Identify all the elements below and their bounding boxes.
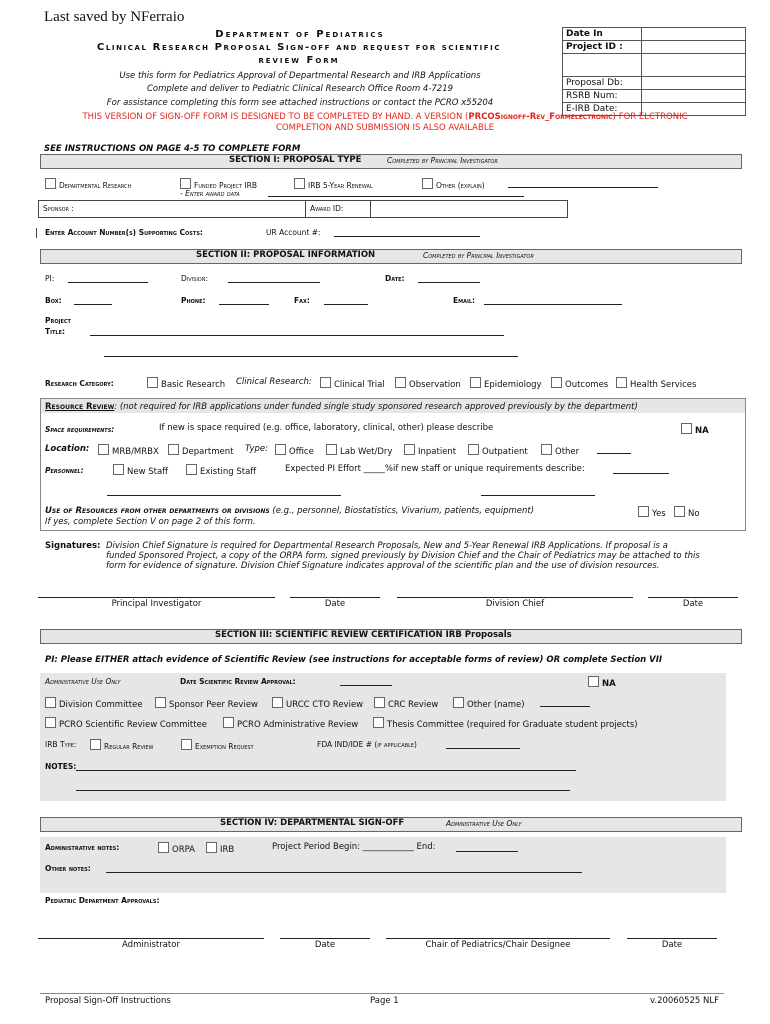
if-yes-note: If yes, complete Section V on page 2 of this form. [45,517,256,527]
award-id-label: Award ID: [310,204,344,213]
date-approval-label: Date Scientific Review Approval: [180,677,296,686]
signatures-text-2: funded Sponsored Project, a copy of the ORPA form, signed previously by Division Chief and the Chair of Pediatrics may be attached to this [106,551,700,561]
date-label: Date: [385,274,405,283]
thesis-committee-option[interactable]: Thesis Committee (required for Graduate student projects) [373,717,638,730]
form-title-line2: review Form [258,55,340,66]
email-label: Email: [453,296,476,305]
sponsor-peer-option[interactable]: Sponsor Peer Review [155,697,258,710]
checkbox[interactable] [395,377,406,388]
section-4-subtitle: Administrative Use Only [446,819,522,828]
rsrb-num-field[interactable] [642,90,746,103]
checkbox[interactable] [158,842,169,853]
instruction-line-2: Complete and deliver to Pediatric Clinical Research Office Room 4-7219 [146,84,454,94]
account-numbers-label: Enter Account Number(s) Supporting Costs: [45,228,203,237]
form-title-line1: Clinical Research Proposal Sign-off and request for scientific [96,42,502,53]
fax-label: Fax: [294,296,310,305]
pi-signature-caption: Principal Investigator [111,599,202,609]
checkbox[interactable] [326,444,337,455]
health-services-option[interactable]: Health Services [616,377,696,390]
clinical-trial-option[interactable]: Clinical Trial [320,377,385,390]
instruction-line-3: For assistance completing this form see attached instructions or contact the PCRO x55204 [106,98,494,108]
personnel-label: Personnel: [45,466,84,475]
administrator-signature-line[interactable] [38,938,264,939]
footer-left: Proposal Sign-Off Instructions [45,996,171,1006]
section-3-title: SECTION III: SCIENTIFIC REVIEW CERTIFICATION IRB Proposals [215,630,512,640]
checkbox[interactable] [113,464,124,475]
resource-review-title: Resource Review: (not required for IRB applications under funded single study sponsored research approved previously by the department) [45,402,638,412]
sponsor-award-box [38,200,568,218]
observation-option[interactable]: Observation [395,377,461,390]
pcro-admin-option[interactable]: PCRO Administrative Review [223,717,358,730]
phone-field[interactable] [219,304,269,305]
section-3-na-option[interactable]: NA [588,676,616,689]
checkbox[interactable] [155,697,166,708]
chief-signature-line[interactable] [397,597,633,598]
checkbox[interactable] [168,444,179,455]
checkbox[interactable] [616,377,627,388]
other-name-option[interactable]: Other (name) [453,697,525,710]
pi-label: PI: [45,274,55,283]
use-of-resources-text: Use of Resources from other departments or divisions (e.g., personnel, Biostatistics, Vivarium, patients, equipment) [45,506,535,516]
other-notes-line[interactable] [106,872,582,873]
administrator-caption: Administrator [122,940,180,950]
checkbox[interactable] [272,697,283,708]
date-field[interactable] [418,282,480,283]
administrator-date-caption: Date [314,940,336,950]
checkbox[interactable] [404,444,415,455]
checkbox[interactable] [374,697,385,708]
checkbox[interactable] [98,444,109,455]
margin-marker [36,228,37,238]
resources-no-option[interactable]: No [674,506,700,519]
section-2-title: SECTION II: PROPOSAL INFORMATION [196,250,376,260]
section-2-subtitle: Completed by Principal Investigator [423,251,534,260]
section-3-pi-instruction: PI: Please EITHER attach evidence of Scientific Review (see instructions for acceptable forms of review) OR complete Section VII [45,655,663,665]
pi-field[interactable] [68,282,148,283]
location-label: Location: [45,444,90,454]
rsrb-num-label: RSRB Num: [563,90,642,103]
footer-page-number: Page 1 [370,996,399,1006]
project-id-field[interactable] [642,41,746,54]
checkbox[interactable] [422,178,433,189]
other-explain-line[interactable] [508,187,658,188]
epidemiology-option[interactable]: Epidemiology [470,377,542,390]
checkbox[interactable] [206,842,217,853]
admin-notes-label: Administrative notes: [45,843,120,852]
checkbox[interactable] [320,377,331,388]
tracking-info-box [562,27,746,116]
department-heading: Department of Pediatrics [215,29,385,40]
ur-account-line[interactable] [334,236,480,237]
division-committee-option[interactable]: Division Committee [45,697,143,710]
space-requirements-label: Space requirements: [45,425,115,434]
location-other-line[interactable] [597,453,631,454]
project-label: Project [45,316,71,325]
section-4-bar [40,817,742,832]
type-label: Type: [245,444,268,454]
checkbox[interactable] [223,717,234,728]
signatures-label: Signatures: [45,541,101,551]
fda-label: FDA IND/IDE # (if applicable) [317,740,417,749]
pi-effort-text: Expected PI Effort _____%if new staff or unique requirements describe: [285,464,585,474]
section-4-title: SECTION IV: DEPARTMENTAL SIGN-OFF [220,818,405,828]
checkbox[interactable] [453,697,464,708]
section-3-admin-area [40,673,726,801]
instruction-line-1: Use this form for Pediatrics Approval of Departmental Research and IRB Applications [119,71,481,81]
section-3-bar [40,629,742,644]
other-name-line[interactable] [540,706,590,707]
notes-line-1[interactable] [76,770,576,771]
eirb-date-label: E-IRB Date: [563,103,642,116]
space-na-option[interactable]: NA [681,423,709,436]
crc-option[interactable]: CRC Review [374,697,438,710]
research-category-label: Research Category: [45,379,114,388]
office-option[interactable]: Office [275,444,314,457]
section-1-bar [40,154,742,169]
section-2-bar [40,249,742,264]
other-notes-label: Other notes: [45,864,91,873]
signatures-text-1: Division Chief Signature is required for Departmental Research Proposals, New and 5-Year Renewal IRB Applications. If proposal is a [106,541,668,551]
checkbox[interactable] [147,377,158,388]
email-field[interactable] [484,304,622,305]
effort-describe-line[interactable] [613,473,669,474]
outcomes-option[interactable]: Outcomes [551,377,608,390]
project-id-label: Project ID : [563,41,642,54]
chief-signature-caption: Division Chief [485,599,545,609]
pi-signature-line[interactable] [38,597,275,598]
personnel-describe-line-2[interactable] [481,495,595,496]
sponsor-label: Sponsor : [43,204,74,213]
proposal-db-field[interactable] [642,77,746,90]
checkbox[interactable] [275,444,286,455]
mrb-option[interactable]: MRB/MRBX [98,444,159,457]
checkbox[interactable] [541,444,552,455]
notes-line-2[interactable] [76,790,570,791]
irb-renewal-option[interactable]: IRB 5-Year Renewal [294,178,373,190]
checkbox[interactable] [45,697,56,708]
notes-label: NOTES: [45,762,77,771]
checkbox[interactable] [90,739,101,750]
checkbox[interactable] [638,506,649,517]
box-label: Box: [45,296,62,305]
department-option[interactable]: Department [168,444,233,457]
checkbox[interactable] [45,717,56,728]
departmental-research-option[interactable]: Departmental Research [45,178,131,190]
chief-date-caption: Date [682,599,704,609]
blank-field [642,54,746,77]
checkbox[interactable] [180,178,191,189]
title-label: Title: [45,327,65,336]
regular-review-option[interactable]: Regular Review [90,739,153,751]
footer-rule [40,993,724,994]
checkbox[interactable] [551,377,562,388]
checkbox[interactable] [468,444,479,455]
phone-label: Phone: [181,296,206,305]
funded-note: - Enter award data [180,189,240,198]
checkbox[interactable] [681,423,692,434]
footer-version: v.20060525 NLF [650,996,720,1006]
location-other-option[interactable]: Other [541,444,579,457]
proposal-db-label: Proposal Db: [563,77,642,90]
section-1-title: SECTION I: PROPOSAL TYPE [229,155,362,165]
box-field[interactable] [74,304,112,305]
resources-yes-option[interactable]: Yes [638,506,666,519]
ur-account-label: UR Account #: [266,228,321,237]
department-approvals-label: Pediatric Department Approvals: [45,896,160,905]
checkbox[interactable] [373,717,384,728]
signatures-text-3: form for evidence of signature. Division Chief Signature indicates approval of the scientific plan and the use of division resources. [106,561,660,571]
existing-staff-option[interactable]: Existing Staff [186,464,256,477]
fax-field[interactable] [324,304,368,305]
administrator-date-line[interactable] [280,938,370,939]
checkbox[interactable] [674,506,685,517]
basic-research-option[interactable]: Basic Research [147,377,225,390]
date-approval-line[interactable] [340,685,392,686]
award-data-line [268,196,524,197]
admin-use-label: Administrative Use Only [45,677,121,686]
irb-option[interactable]: IRB [206,842,234,855]
resource-review-box [40,398,746,531]
award-id-cell [305,201,371,217]
exemption-request-option[interactable]: Exemption Request [181,739,254,751]
clinical-research-label: Clinical Research: [236,377,312,387]
checkbox[interactable] [45,178,56,189]
date-in-label: Date In [563,28,642,41]
division-field[interactable] [228,282,320,283]
chair-caption: Chair of Pediatrics/Chair Designee [425,940,571,950]
chair-date-line[interactable] [627,938,717,939]
section-1-subtitle: Completed by Principal Investigator [387,156,498,165]
checkbox[interactable] [181,739,192,750]
pi-date-caption: Date [324,599,346,609]
orpa-option[interactable]: ORPA [158,842,195,855]
blank-cell [563,54,642,77]
chair-signature-line[interactable] [386,938,610,939]
outpatient-option[interactable]: Outpatient [468,444,528,457]
checkbox[interactable] [470,377,481,388]
project-title-line-2[interactable] [104,356,518,357]
funded-project-option[interactable]: Funded Project IRB [180,178,257,190]
last-saved-note: Last saved by NFerraio [44,9,185,25]
new-staff-option[interactable]: New Staff [113,464,168,477]
space-requirements-text: If new is space required (e.g. office, laboratory, clinical, other) please describe [159,423,494,433]
checkbox[interactable] [588,676,599,687]
urcc-option[interactable]: URCC CTO Review [272,697,363,710]
inpatient-option[interactable]: Inpatient [404,444,456,457]
fda-line[interactable] [446,748,520,749]
project-title-line-1[interactable] [90,335,504,336]
other-option[interactable]: Other (explain) [422,178,485,190]
checkbox[interactable] [186,464,197,475]
checkbox[interactable] [294,178,305,189]
date-in-field[interactable] [642,28,746,41]
irb-type-label: IRB Type: [45,740,77,749]
pcro-scientific-option[interactable]: PCRO Scientific Review Committee [45,717,207,730]
chair-date-caption: Date [661,940,683,950]
lab-option[interactable]: Lab Wet/Dry [326,444,392,457]
personnel-describe-line-1[interactable] [107,495,341,496]
red-notice-line1: THIS VERSION OF SIGN-OFF FORM IS DESIGNED TO BE COMPLETED BY HAND. A VERSION (PRCOSignoff-Rev_Formelectronic) FOR ELCTRONIC [82,112,688,122]
red-notice-line2: COMPLETION AND SUBMISSION IS ALSO AVAILABLE [276,123,494,133]
division-label: Division: [181,274,208,283]
project-period-label: Project Period Begin: ____________ End: [272,842,436,852]
pi-date-line[interactable] [290,597,380,598]
project-end-line[interactable] [456,851,518,852]
see-instructions-note: SEE INSTRUCTIONS ON PAGE 4-5 TO COMPLETE FORM [44,144,301,154]
chief-date-line[interactable] [648,597,738,598]
